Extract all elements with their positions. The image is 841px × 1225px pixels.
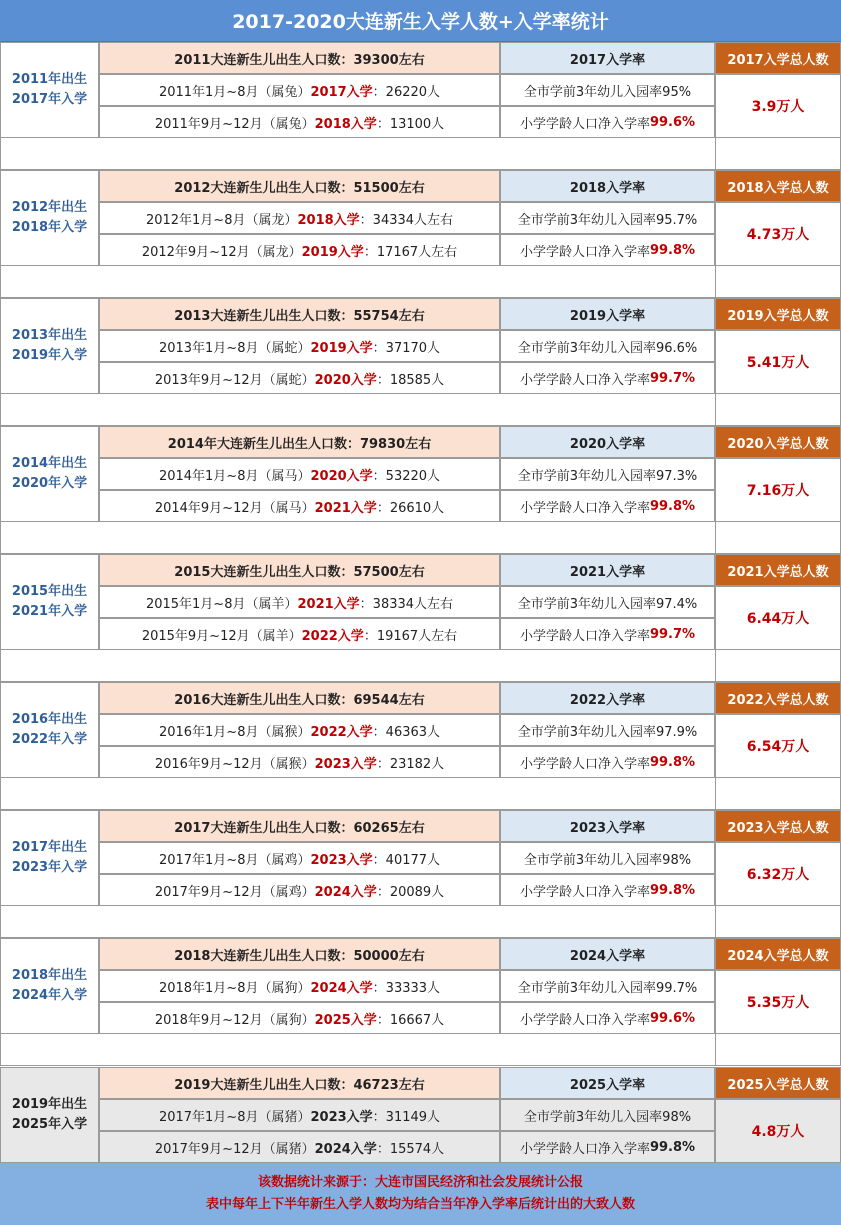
primary-school-rate <box>500 874 715 906</box>
enroll-year-label: 2019年入学 <box>11 348 88 363</box>
first-half-row <box>99 74 500 106</box>
first-half-enroll-year: 2023入学 <box>310 1109 373 1125</box>
total-enrollment-header: 2018入学总人数 <box>715 170 841 202</box>
birth-count-header: 2014年大连新生儿出生人口数：79830左右 <box>99 426 500 458</box>
enroll-year-label: 2024年入学 <box>11 988 88 1003</box>
primary-school-rate <box>500 234 715 266</box>
total-enrollment-header: 2022入学总人数 <box>715 682 841 714</box>
first-half-enroll-year: 2021入学 <box>297 596 360 612</box>
primary-rate-label: 小学学龄人口净入学率 <box>519 756 650 772</box>
year-block <box>0 682 841 778</box>
birth-count-header: 2012大连新生儿出生人口数：51500左右 <box>99 170 500 202</box>
primary-rate-value: 99.8% <box>649 882 696 898</box>
birth-count-header: 2011大连新生儿出生人口数：39300左右 <box>99 42 500 74</box>
primary-school-rate <box>500 746 715 778</box>
year-label-cell <box>0 1067 99 1163</box>
first-half-enroll-year: 2020入学 <box>310 468 373 484</box>
primary-rate-label: 小学学龄人口净入学率 <box>519 1012 650 1028</box>
year-block <box>0 938 841 1034</box>
first-half-count: ：46363人 <box>372 724 441 740</box>
total-enrollment-value: 5.35万人 <box>715 970 841 1034</box>
primary-rate-value: 99.8% <box>649 242 696 258</box>
enrollment-rate-header: 2019入学率 <box>500 298 715 330</box>
second-half-row <box>99 106 500 138</box>
total-enrollment-value: 6.32万人 <box>715 842 841 906</box>
second-half-row <box>99 874 500 906</box>
primary-rate-label: 小学学龄人口净入学率 <box>519 1141 650 1157</box>
year-label-cell <box>0 554 99 650</box>
second-half-period: 2015年9月~12月（属羊） <box>141 628 302 644</box>
second-half-enroll-year: 2025入学 <box>314 1012 377 1028</box>
first-half-enroll-year: 2022入学 <box>310 724 373 740</box>
enrollment-rate-header: 2022入学率 <box>500 682 715 714</box>
total-enrollment-value: 6.44万人 <box>715 586 841 650</box>
enroll-year-label: 2025年入学 <box>11 1117 88 1132</box>
kindergarten-rate: 全市学前3年幼儿入园率97.9% <box>500 714 715 746</box>
second-half-count: ：23182人 <box>376 756 445 772</box>
first-half-enroll-year: 2017入学 <box>310 84 373 100</box>
birth-year-label: 2016年出生 <box>11 712 88 727</box>
second-half-enroll-year: 2021入学 <box>314 500 377 516</box>
spacer-divider <box>715 394 716 426</box>
first-half-row <box>99 842 500 874</box>
spacer-row <box>0 266 841 298</box>
birth-year-label: 2012年出生 <box>11 200 88 215</box>
first-half-period: 2016年1月~8月（属猴） <box>158 724 311 740</box>
enroll-year-label: 2020年入学 <box>11 476 88 491</box>
kindergarten-rate: 全市学前3年幼儿入园率99.7% <box>500 970 715 1002</box>
first-half-row <box>99 458 500 490</box>
second-half-period: 2017年9月~12月（属鸡） <box>154 884 315 900</box>
second-half-enroll-year: 2019入学 <box>301 244 364 260</box>
year-block <box>0 298 841 394</box>
first-half-period: 2015年1月~8月（属羊） <box>145 596 298 612</box>
second-half-row <box>99 618 500 650</box>
second-half-count: ：26610人 <box>376 500 445 516</box>
kindergarten-rate: 全市学前3年幼儿入园率96.6% <box>500 330 715 362</box>
second-half-count: ：18585人 <box>376 372 445 388</box>
first-half-period: 2011年1月~8月（属兔） <box>158 84 311 100</box>
kindergarten-rate: 全市学前3年幼儿入园率98% <box>500 842 715 874</box>
first-half-period: 2012年1月~8月（属龙） <box>145 212 298 228</box>
first-half-enroll-year: 2019入学 <box>310 340 373 356</box>
first-half-enroll-year: 2024入学 <box>310 980 373 996</box>
second-half-period: 2011年9月~12月（属兔） <box>154 116 315 132</box>
first-half-period: 2013年1月~8月（属蛇） <box>158 340 311 356</box>
spacer-row <box>0 394 841 426</box>
second-half-row <box>99 1002 500 1034</box>
enrollment-rate-header: 2025入学率 <box>500 1067 715 1099</box>
birth-count-header: 2013大连新生儿出生人口数：55754左右 <box>99 298 500 330</box>
year-block <box>0 426 841 522</box>
spacer-divider <box>715 138 716 170</box>
second-half-row <box>99 490 500 522</box>
spacer-row <box>0 650 841 682</box>
primary-school-rate <box>500 618 715 650</box>
primary-rate-value: 99.8% <box>649 498 696 514</box>
year-label-cell <box>0 938 99 1034</box>
second-half-period: 2012年9月~12月（属龙） <box>141 244 302 260</box>
primary-rate-label: 小学学龄人口净入学率 <box>519 500 650 516</box>
primary-rate-label: 小学学龄人口净入学率 <box>519 244 650 260</box>
year-label-cell <box>0 170 99 266</box>
birth-count-header: 2018大连新生儿出生人口数：50000左右 <box>99 938 500 970</box>
first-half-period: 2017年1月~8月（属猪） <box>158 1109 311 1125</box>
second-half-row <box>99 746 500 778</box>
first-half-row <box>99 1099 500 1131</box>
enrollment-rate-header: 2018入学率 <box>500 170 715 202</box>
second-half-enroll-year: 2024入学 <box>314 884 377 900</box>
footer-remark: 表中每年上下半年新生入学人数均为结合当年净入学率后统计出的大致人数 <box>205 1197 635 1212</box>
year-block <box>0 170 841 266</box>
total-enrollment-value: 4.73万人 <box>715 202 841 266</box>
second-half-count: ：15574人 <box>376 1141 445 1157</box>
second-half-count: ：16667人 <box>376 1012 445 1028</box>
primary-rate-label: 小学学龄人口净入学率 <box>519 116 650 132</box>
total-enrollment-header: 2019入学总人数 <box>715 298 841 330</box>
total-enrollment-header: 2025入学总人数 <box>715 1067 841 1099</box>
primary-school-rate <box>500 490 715 522</box>
primary-rate-value: 99.8% <box>649 1139 696 1155</box>
birth-year-label: 2017年出生 <box>11 840 88 855</box>
enroll-year-label: 2022年入学 <box>11 732 88 747</box>
spacer-divider <box>715 650 716 682</box>
primary-school-rate <box>500 106 715 138</box>
first-half-enroll-year: 2023入学 <box>310 852 373 868</box>
year-label-cell <box>0 42 99 138</box>
kindergarten-rate: 全市学前3年幼儿入园率97.4% <box>500 586 715 618</box>
first-half-period: 2018年1月~8月（属狗） <box>158 980 311 996</box>
total-enrollment-value: 7.16万人 <box>715 458 841 522</box>
primary-rate-label: 小学学龄人口净入学率 <box>519 628 650 644</box>
enrollment-rate-header: 2024入学率 <box>500 938 715 970</box>
kindergarten-rate: 全市学前3年幼儿入园率98% <box>500 1099 715 1131</box>
second-half-enroll-year: 2020入学 <box>314 372 377 388</box>
primary-school-rate <box>500 1131 715 1163</box>
second-half-enroll-year: 2023入学 <box>314 756 377 772</box>
second-half-enroll-year: 2018入学 <box>314 116 377 132</box>
birth-year-label: 2011年出生 <box>11 72 88 87</box>
total-enrollment-value: 6.54万人 <box>715 714 841 778</box>
primary-rate-label: 小学学龄人口净入学率 <box>519 884 650 900</box>
total-enrollment-header: 2023入学总人数 <box>715 810 841 842</box>
total-enrollment-value: 3.9万人 <box>715 74 841 138</box>
enroll-year-label: 2023年入学 <box>11 860 88 875</box>
enrollment-rate-header: 2021入学率 <box>500 554 715 586</box>
spacer-divider <box>715 1034 716 1066</box>
year-label-cell <box>0 426 99 522</box>
second-half-row <box>99 234 500 266</box>
total-enrollment-header: 2020入学总人数 <box>715 426 841 458</box>
year-block <box>0 810 841 906</box>
birth-count-header: 2016大连新生儿出生人口数：69544左右 <box>99 682 500 714</box>
spacer-divider <box>715 266 716 298</box>
second-half-period: 2018年9月~12月（属狗） <box>154 1012 315 1028</box>
spacer-divider <box>715 522 716 554</box>
page-title: 2017-2020大连新生入学人数+入学率统计 <box>0 0 841 42</box>
spacer-row <box>0 906 841 938</box>
first-half-row <box>99 586 500 618</box>
first-half-count: ：53220人 <box>372 468 441 484</box>
year-block <box>0 1067 841 1163</box>
total-enrollment-header: 2017入学总人数 <box>715 42 841 74</box>
spacer-row <box>0 138 841 170</box>
spacer-divider <box>715 778 716 810</box>
enrollment-rate-header: 2017入学率 <box>500 42 715 74</box>
primary-rate-value: 99.6% <box>649 114 696 130</box>
first-half-row <box>99 202 500 234</box>
birth-count-header: 2019大连新生儿出生人口数：46723左右 <box>99 1067 500 1099</box>
birth-count-header: 2017大连新生儿出生人口数：60265左右 <box>99 810 500 842</box>
first-half-period: 2014年1月~8月（属马） <box>158 468 311 484</box>
birth-year-label: 2015年出生 <box>11 584 88 599</box>
second-half-count: ：17167人左右 <box>363 244 458 260</box>
primary-rate-label: 小学学龄人口净入学率 <box>519 372 650 388</box>
kindergarten-rate: 全市学前3年幼儿入园率95.7% <box>500 202 715 234</box>
birth-count-header: 2015大连新生儿出生人口数：57500左右 <box>99 554 500 586</box>
primary-school-rate <box>500 362 715 394</box>
primary-rate-value: 99.7% <box>649 370 696 386</box>
second-half-period: 2013年9月~12月（属蛇） <box>154 372 315 388</box>
footer-source: 该数据统计来源于：大连市国民经济和社会发展统计公报 <box>257 1175 583 1190</box>
year-label-cell <box>0 682 99 778</box>
spacer-row <box>0 1034 841 1066</box>
total-enrollment-value: 5.41万人 <box>715 330 841 394</box>
first-half-count: ：33333人 <box>372 980 441 996</box>
spacer-divider <box>715 906 716 938</box>
first-half-count: ：26220人 <box>372 84 441 100</box>
total-enrollment-header: 2021入学总人数 <box>715 554 841 586</box>
birth-year-label: 2018年出生 <box>11 968 88 983</box>
birth-year-label: 2014年出生 <box>11 456 88 471</box>
first-half-enroll-year: 2018入学 <box>297 212 360 228</box>
total-enrollment-header: 2024入学总人数 <box>715 938 841 970</box>
kindergarten-rate: 全市学前3年幼儿入园率97.3% <box>500 458 715 490</box>
year-block <box>0 42 841 138</box>
primary-school-rate <box>500 1002 715 1034</box>
second-half-count: ：19167人左右 <box>363 628 458 644</box>
first-half-count: ：37170人 <box>372 340 441 356</box>
second-half-period: 2016年9月~12月（属猴） <box>154 756 315 772</box>
enrollment-rate-header: 2023入学率 <box>500 810 715 842</box>
second-half-period: 2014年9月~12月（属马） <box>154 500 315 516</box>
first-half-count: ：34334人左右 <box>359 212 454 228</box>
first-half-row <box>99 970 500 1002</box>
spacer-row <box>0 522 841 554</box>
first-half-period: 2017年1月~8月（属鸡） <box>158 852 311 868</box>
second-half-row <box>99 1131 500 1163</box>
first-half-row <box>99 714 500 746</box>
first-half-count: ：38334人左右 <box>359 596 454 612</box>
year-block <box>0 554 841 650</box>
birth-year-label: 2013年出生 <box>11 328 88 343</box>
year-label-cell <box>0 298 99 394</box>
second-half-row <box>99 362 500 394</box>
primary-rate-value: 99.8% <box>649 754 696 770</box>
kindergarten-rate: 全市学前3年幼儿入园率95% <box>500 74 715 106</box>
birth-year-label: 2019年出生 <box>11 1097 88 1112</box>
second-half-enroll-year: 2022入学 <box>301 628 364 644</box>
first-half-row <box>99 330 500 362</box>
enroll-year-label: 2021年入学 <box>11 604 88 619</box>
enrollment-rate-header: 2020入学率 <box>500 426 715 458</box>
footer-note <box>0 1163 841 1225</box>
enroll-year-label: 2018年入学 <box>11 220 88 235</box>
second-half-count: ：13100人 <box>376 116 445 132</box>
second-half-period: 2017年9月~12月（属猪） <box>154 1141 315 1157</box>
first-half-count: ：31149人 <box>372 1109 441 1125</box>
second-half-count: ：20089人 <box>376 884 445 900</box>
primary-rate-value: 99.6% <box>649 1010 696 1026</box>
total-enrollment-value: 4.8万人 <box>715 1099 841 1163</box>
spacer-row <box>0 778 841 810</box>
first-half-count: ：40177人 <box>372 852 441 868</box>
second-half-enroll-year: 2024入学 <box>314 1141 377 1157</box>
enroll-year-label: 2017年入学 <box>11 92 88 107</box>
year-label-cell <box>0 810 99 906</box>
primary-rate-value: 99.7% <box>649 626 696 642</box>
